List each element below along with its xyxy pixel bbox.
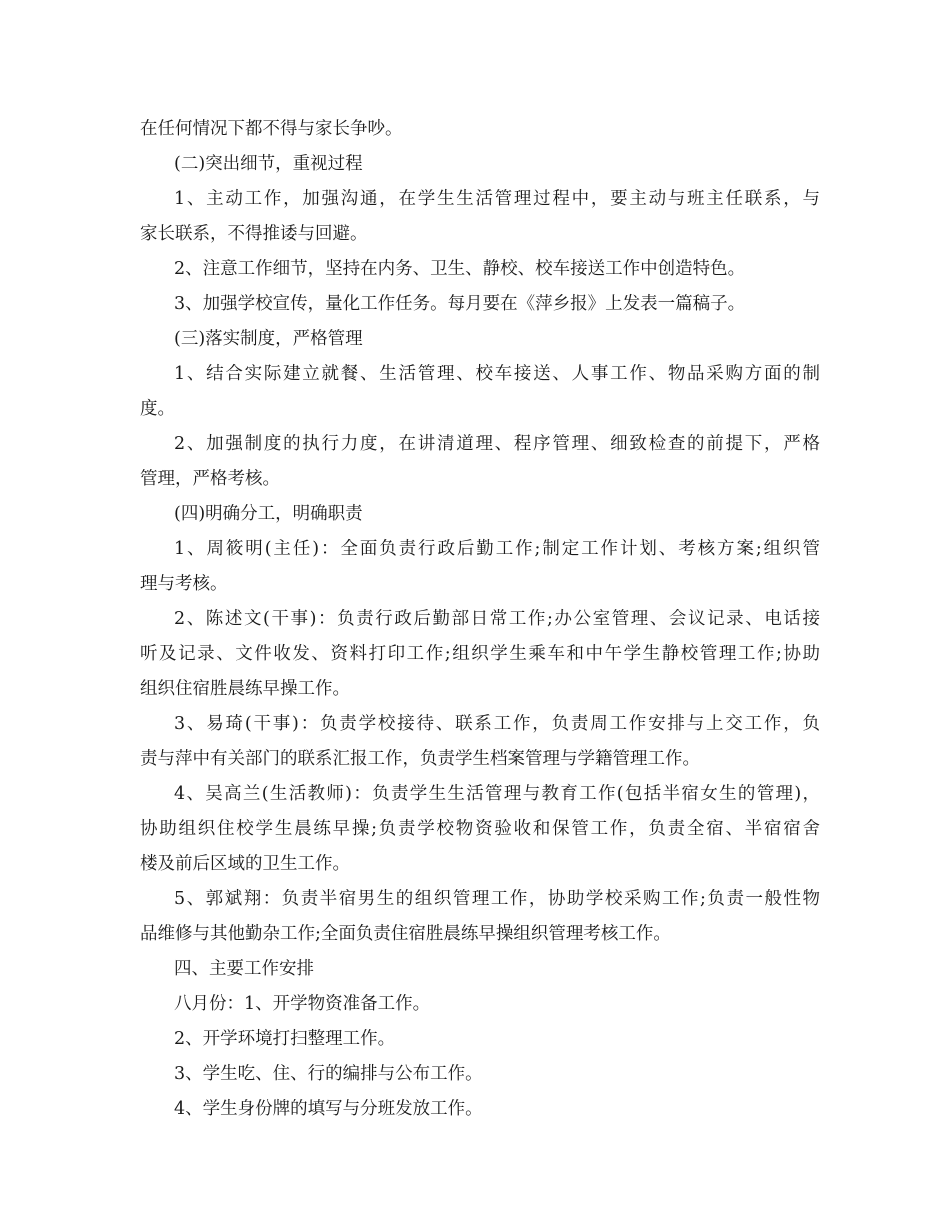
document-body [140,112,820,1127]
text-line: 3、加强学校宣传，量化工作任务。每月要在《萍乡报》上发表一篇稿子。 [174,294,746,314]
text-line: 组织住宿胜晨练早操工作。 [140,679,350,699]
text-line: 2、陈述文(干事)：负责行政后勤部日常工作;办公室管理、会议记录、电话接 [174,609,820,629]
text-line: 1、主动工作，加强沟通，在学生生活管理过程中，要主动与班主任联系，与 [174,189,820,209]
text-line: 3、学生吃、住、行的编排与公布工作。 [174,1064,483,1084]
text-line: 1、结合实际建立就餐、生活管理、校车接送、人事工作、物品采购方面的制 [174,364,820,384]
text-line: 理与考核。 [140,574,228,594]
text-line: 4、学生身份牌的填写与分班发放工作。 [174,1099,483,1119]
text-line: 2、注意工作细节，坚持在内务、卫生、静校、校车接送工作中创造特色。 [174,259,746,279]
text-line: 度。 [140,399,175,419]
text-line: 3、易琦(干事)：负责学校接待、联系工作，负责周工作安排与上交工作，负 [174,714,820,734]
text-line: 管理，严格考核。 [140,469,280,489]
text-line: 家长联系，不得推诿与回避。 [140,224,368,244]
text-line: 1、周筱明(主任)：全面负责行政后勤工作;制定工作计划、考核方案;组织管 [174,539,820,559]
text-line: (三)落实制度，严格管理 [174,329,363,349]
text-line: 5、郭斌翔：负责半宿男生的组织管理工作，协助学校采购工作;负责一般性物 [174,889,820,909]
text-line: 4、吴高兰(生活教师)：负责学生生活管理与教育工作(包括半宿女生的管理)， [174,784,820,804]
text-line: 八月份：1、开学物资准备工作。 [174,994,431,1014]
text-line: 2、开学环境打扫整理工作。 [174,1029,396,1049]
text-line: 听及记录、文件收发、资料打印工作;组织学生乘车和中午学生静校管理工作;协助 [140,644,820,664]
text-line: 2、加强制度的执行力度，在讲清道理、程序管理、细致检查的前提下，严格 [174,434,820,454]
text-line: 四、主要工作安排 [174,959,314,979]
text-line: (二)突出细节，重视过程 [174,154,363,174]
text-line: 协助组织住校学生晨练早操;负责学校物资验收和保管工作，负责全宿、半宿宿舍 [140,819,820,839]
text-line: 楼及前后区域的卫生工作。 [140,854,350,874]
text-line: 责与萍中有关部门的联系汇报工作，负责学生档案管理与学籍管理工作。 [140,749,700,769]
text-line: 在任何情况下都不得与家长争吵。 [140,119,403,139]
text-line: 品维修与其他勤杂工作;全面负责住宿胜晨练早操组织管理考核工作。 [140,924,671,944]
text-line: (四)明确分工，明确职责 [174,504,363,524]
